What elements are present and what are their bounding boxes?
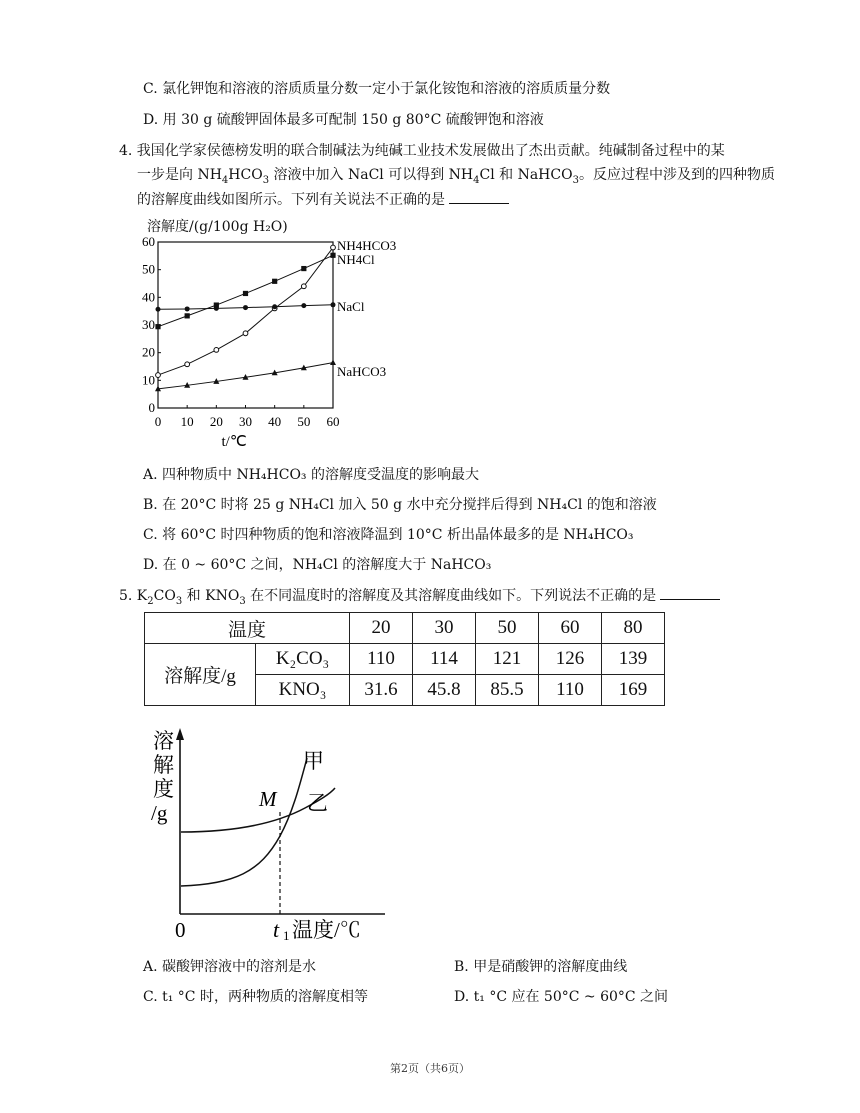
data-point (331, 245, 336, 250)
x-tick-label: 0 (154, 414, 162, 429)
q4-stem-line2: 一步是向 $NH_4HCO_3$ 溶液中加入 NaCl 可以得到 $NH_4Cl$ 和 NaHCO$_3$。反应过程中涉及到的四种物质 (137, 167, 775, 186)
q5-option-b: B. 甲是硝酸钾的溶解度曲线 (454, 959, 628, 975)
x-tick-label: 10 (180, 414, 194, 429)
graph-ylabel-char: 解 (153, 753, 174, 777)
data-point (272, 304, 277, 309)
table-row-name: KNO₃ (256, 675, 350, 706)
data-point (156, 307, 161, 312)
curve-jia (181, 758, 307, 886)
page-footer: 第2页（共6页） (390, 1062, 470, 1075)
series-label-nahco3: NaHCO3 (337, 364, 387, 380)
y-tick-label: 60 (142, 236, 155, 249)
table-header-temp: 30 (413, 613, 476, 644)
x-axis-label: t/℃ (221, 434, 247, 450)
table-header-temp: 60 (539, 613, 602, 644)
q4-option-c: C. 将 60°C 时四种物质的饱和溶液降温到 10°C 析出晶体最多的是 NH₄HCO₃ (143, 527, 634, 543)
q4-stem-line3: 的溶解度曲线如图所示。下列有关说法不正确的是 (137, 189, 509, 210)
y-tick-label: 50 (142, 261, 155, 277)
y-tick-label: 20 (142, 344, 155, 360)
answer-blank (449, 189, 509, 204)
q5-stem: 5. $K_2CO_3$ 和 $KNO_3$ 在不同温度时的溶解度及其溶解度曲线如下。下列说法不正确的是 (119, 585, 720, 612)
q3-option-d: D. 用 30 g 硫酸钾固体最多可配制 150 g 80°C 硫酸钾饱和溶液 (143, 112, 544, 128)
q4-option-b: B. 在 20°C 时将 25 g NH₄Cl 加入 50 g 水中充分搅拌后得到 NH₄Cl 的饱和溶液 (143, 497, 657, 513)
table-header-temp: 20 (350, 613, 413, 644)
x-tick-label: 30 (239, 414, 252, 429)
q4-option-a: A. 四种物质中 NH₄HCO₃ 的溶解度受温度的影响最大 (143, 467, 479, 483)
table-cell: 110 (539, 675, 602, 706)
graph-xlabel: 温度/℃ (292, 918, 361, 942)
table-cell: 114 (413, 644, 476, 675)
graph-ylabel-char: 度 (153, 777, 174, 801)
graph-curve-yi-label: 乙 (307, 791, 328, 815)
series-line-nh4hco3 (158, 248, 333, 376)
table-cell: 110 (350, 644, 413, 675)
data-point (214, 348, 219, 353)
table-cell: 126 (539, 644, 602, 675)
data-point (185, 362, 190, 367)
q4-option-d: D. 在 0 ~ 60°C 之间，NH₄Cl 的溶解度大于 NaHCO₃ (143, 557, 492, 573)
answer-blank (660, 585, 720, 600)
table-row-group: 溶解度/g (145, 644, 256, 706)
data-point (301, 266, 306, 271)
x-tick-label: 60 (326, 414, 340, 429)
data-point (243, 331, 248, 336)
solubility-chart (140, 236, 400, 466)
data-point (214, 306, 219, 311)
q5-option-c: C. t₁ °C 时，两种物质的溶解度相等 (143, 989, 368, 1005)
table-cell: 169 (602, 675, 665, 706)
data-point (185, 306, 190, 311)
q5-option-d: D. t₁ °C 应在 50°C ~ 60°C 之间 (454, 989, 669, 1005)
graph-t1-sub: 1 (283, 928, 290, 943)
graph-ylabel-char: /g (151, 801, 168, 825)
graph-ylabel-char: 溶 (153, 729, 174, 753)
data-point (185, 313, 190, 318)
y-tick-label: 30 (142, 317, 155, 332)
data-point (156, 373, 161, 378)
data-point (301, 303, 306, 308)
solubility-table (144, 612, 665, 706)
table-header-temp: 50 (476, 613, 539, 644)
q3-option-c: C. 氯化钾饱和溶液的溶质质量分数一定小于氯化铵饱和溶液的溶质质量分数 (143, 81, 611, 97)
graph-origin: 0 (175, 918, 186, 942)
chart-ylabel: 溶解度/(g/100g H₂O) (147, 219, 288, 235)
table-row (145, 644, 665, 675)
table-header-row (145, 613, 665, 644)
graph-t1: t (273, 917, 280, 942)
table-cell: 121 (476, 644, 539, 675)
data-point (243, 305, 248, 310)
table-cell: 85.5 (476, 675, 539, 706)
table-cell: 31.6 (350, 675, 413, 706)
table-row-name: K₂CO₃ (256, 644, 350, 675)
table-header-label: 温度 (145, 613, 350, 644)
table-header-temp: 80 (602, 613, 665, 644)
data-point (330, 359, 336, 365)
y-tick-label: 40 (142, 289, 155, 305)
series-label-nh4cl: NH4Cl (337, 251, 375, 267)
series-label-nacl: NaCl (337, 299, 365, 315)
table-cell: 45.8 (413, 675, 476, 706)
y-tick-label: 10 (142, 372, 155, 388)
graph-curve-jia-label: 甲 (303, 749, 324, 773)
graph-point-m: M (259, 787, 277, 811)
y-axis-arrow-icon (176, 728, 184, 740)
data-point (301, 284, 306, 289)
q4-stem-line1: 4. 我国化学家侯德榜发明的联合制碱法为纯碱工业技术发展做出了杰出贡献。纯碱制备过程中的某 (119, 143, 725, 159)
x-tick-label: 20 (209, 414, 223, 429)
series-label-nh4hco3: NH4HCO3 (337, 238, 397, 254)
data-point (330, 253, 335, 258)
x-tick-label: 50 (297, 414, 311, 429)
data-point (243, 291, 248, 296)
q5-solubility-graph (145, 724, 395, 944)
y-tick-label: 0 (148, 400, 155, 415)
data-point (272, 279, 277, 284)
data-point (155, 324, 160, 329)
q5-option-a: A. 碳酸钾溶液中的溶剂是水 (143, 959, 317, 975)
table-cell: 139 (602, 644, 665, 675)
x-tick-label: 40 (268, 414, 282, 429)
data-point (331, 302, 336, 307)
